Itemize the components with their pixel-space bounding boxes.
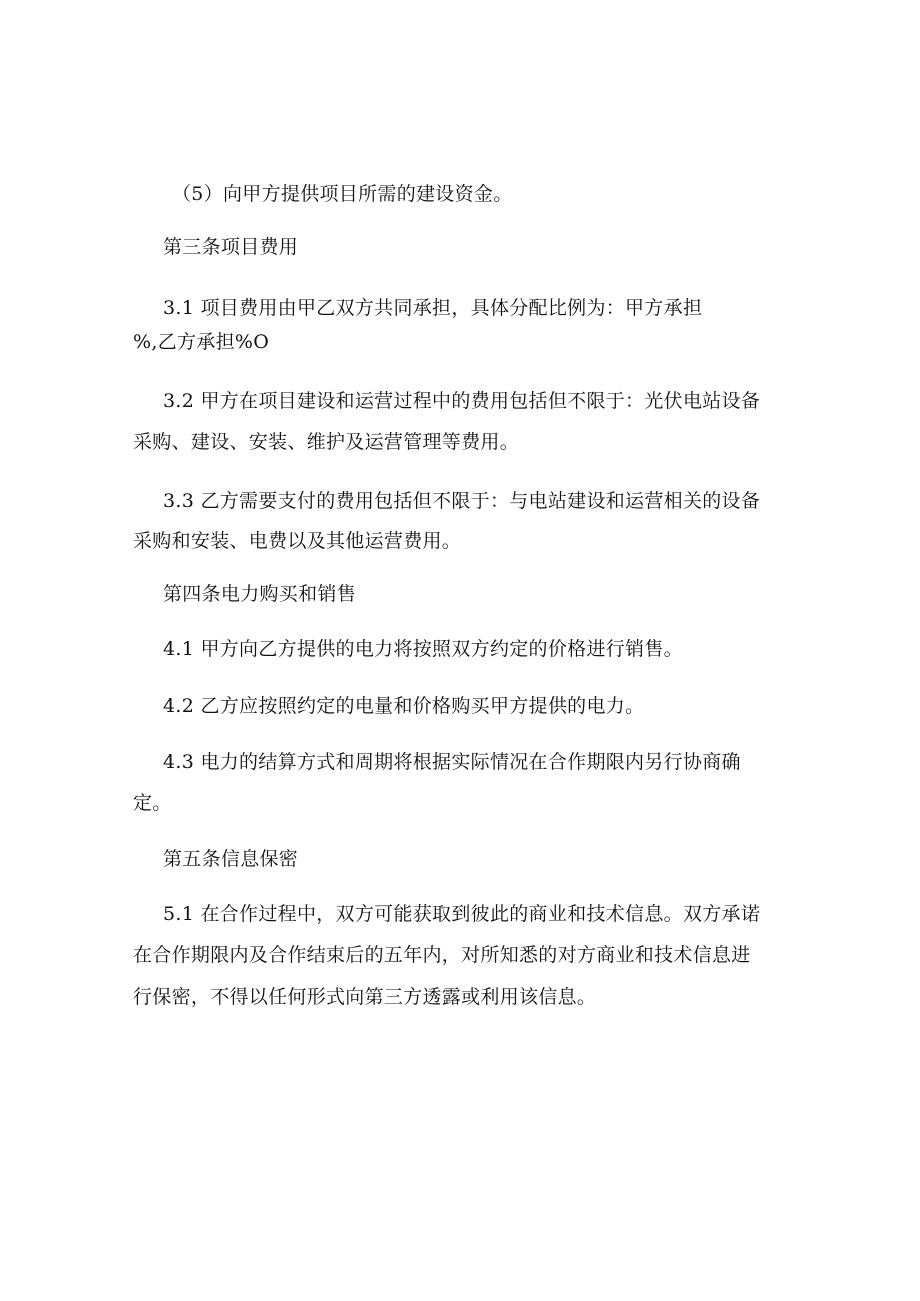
clause-4-1: 4.1 甲方向乙方提供的电力将按照双方约定的价格进行销售。: [163, 638, 683, 660]
clause-4-3-line-2: 定。: [133, 792, 172, 814]
item-5: （5）向甲方提供项目所需的建设资金。: [172, 183, 513, 205]
clause-3-1-line-1: 3.1 项目费用由甲乙双方共同承担，具体分配比例为：甲方承担: [163, 297, 703, 319]
clause-3-1-line-2: %,乙方承担%O: [133, 331, 270, 353]
clause-3-3-line-1: 3.3 乙方需要支付的费用包括但不限于：与电站建设和运营相关的设备: [163, 490, 761, 512]
article-5-heading: 第五条信息保密: [163, 848, 299, 870]
clause-3-3-line-2: 采购和安装、电费以及其他运营费用。: [133, 530, 462, 552]
clause-5-1-line-2: 在合作期限内及合作结束后的五年内，对所知悉的对方商业和技术信息进: [133, 944, 751, 966]
clause-5-1-line-3: 行保密，不得以任何形式向第三方透露或利用该信息。: [133, 986, 597, 1008]
article-3-heading: 第三条项目费用: [163, 236, 299, 258]
article-4-heading: 第四条电力购买和销售: [163, 583, 357, 605]
clause-5-1-line-1: 5.1 在合作过程中，双方可能获取到彼此的商业和技术信息。双方承诺: [163, 903, 761, 925]
clause-3-2-line-1: 3.2 甲方在项目建设和运营过程中的费用包括但不限于：光伏电站设备: [163, 390, 761, 412]
clause-3-2-line-2: 采购、建设、安装、维护及运营管理等费用。: [133, 431, 520, 453]
clause-4-2: 4.2 乙方应按照约定的电量和价格购买甲方提供的电力。: [163, 695, 645, 717]
clause-4-3-line-1: 4.3 电力的结算方式和周期将根据实际情况在合作期限内另行协商确: [163, 751, 741, 773]
